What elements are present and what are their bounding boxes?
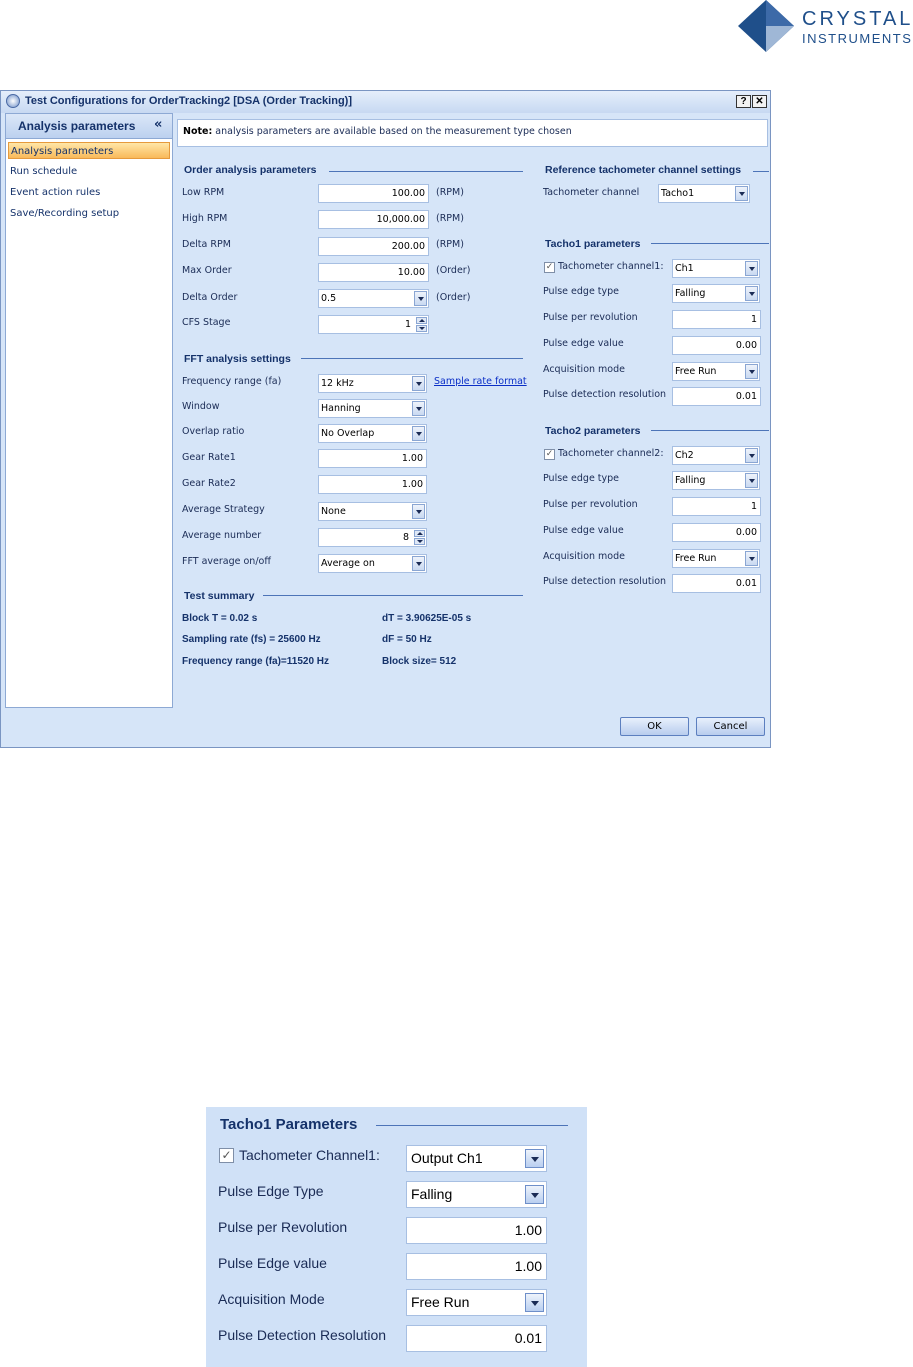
reference-tachometer-section-title: Reference tachometer channel settings [545, 164, 742, 176]
delta-rpm-unit: (RPM) [436, 239, 464, 250]
summary-df: dF = 50 Hz [382, 634, 432, 645]
cfs-stage-label: CFS Stage [182, 317, 231, 328]
section-divider [651, 430, 769, 431]
chevron-down-icon[interactable] [414, 291, 427, 306]
overlap-ratio-value: No Overlap [321, 428, 375, 439]
tacho1-resolution-input[interactable]: 0.01 [672, 387, 761, 406]
average-strategy-value: None [321, 506, 346, 517]
ok-button[interactable]: OK [620, 717, 689, 736]
chevron-down-icon[interactable] [745, 286, 758, 301]
help-button[interactable]: ? [736, 95, 751, 108]
low-rpm-unit: (RPM) [436, 187, 464, 198]
tacho1-resolution-label: Pulse detection resolution [543, 389, 667, 400]
test-summary-section-title: Test summary [184, 590, 255, 602]
delta-order-value: 0.5 [321, 293, 337, 304]
tachometer-channel-value: Tacho1 [661, 188, 695, 199]
zoom-ppr-input[interactable]: 1.00 [406, 1217, 547, 1244]
summary-block-t: Block T = 0.02 s [182, 613, 258, 624]
left-pane-header [6, 114, 172, 139]
zoom-acquisition-mode-select[interactable] [406, 1289, 547, 1316]
cfs-stage-stepper[interactable] [318, 315, 429, 334]
crystal-instruments-logo-icon [738, 0, 798, 56]
zoom-edge-value-label: Pulse Edge value [218, 1255, 327, 1271]
overlap-ratio-select[interactable] [318, 424, 427, 443]
zoom-edge-type-select[interactable] [406, 1181, 547, 1208]
chevron-down-icon[interactable] [745, 448, 758, 463]
tacho1-acquisition-mode-select[interactable] [672, 362, 760, 381]
zoom-edge-value-input[interactable]: 1.00 [406, 1253, 547, 1280]
fft-analysis-section-title: FFT analysis settings [184, 353, 291, 365]
chevron-down-icon[interactable] [745, 473, 758, 488]
tacho2-enable-checkbox[interactable]: ✓ [545, 449, 554, 459]
sample-rate-format-link[interactable]: Sample rate format [434, 376, 527, 387]
spinner-arrows-icon[interactable] [414, 530, 425, 545]
delta-order-select[interactable] [318, 289, 429, 308]
cancel-button[interactable]: Cancel [696, 717, 765, 736]
section-divider [753, 171, 769, 172]
tacho2-channel-label: Tachometer channel2: [558, 448, 664, 459]
zoom-acquisition-mode-value: Free Run [411, 1294, 470, 1310]
order-analysis-section-title: Order analysis parameters [184, 164, 317, 176]
tachometer-channel-label: Tachometer channel [543, 187, 640, 198]
tacho1-acquisition-mode-label: Acquisition mode [543, 364, 625, 375]
tacho1-edge-type-value: Falling [675, 288, 706, 299]
tacho2-edge-type-label: Pulse edge type [543, 473, 620, 484]
tacho1-channel-label: Tachometer channel1: [558, 261, 664, 272]
summary-block-size: Block size= 512 [382, 656, 457, 667]
fft-average-onoff-select[interactable] [318, 554, 427, 573]
gear-rate2-input[interactable]: 1.00 [318, 475, 427, 494]
summary-frequency-range: Frequency range (fa)=11520 Hz [182, 656, 330, 667]
close-button[interactable]: ✕ [752, 95, 767, 108]
max-order-unit: (Order) [436, 265, 471, 276]
fft-average-onoff-value: Average on [321, 558, 375, 569]
zoom-channel-value: Output Ch1 [411, 1150, 483, 1166]
window-label: Window [182, 401, 220, 412]
gear-rate1-label: Gear Rate1 [182, 452, 236, 463]
nav-item-save-recording-setup[interactable]: Save/Recording setup [10, 208, 120, 219]
delta-rpm-label: Delta RPM [182, 239, 231, 250]
tacho1-edge-value-input[interactable]: 0.00 [672, 336, 761, 355]
tacho2-resolution-label: Pulse detection resolution [543, 576, 667, 587]
chevron-down-icon[interactable] [412, 556, 425, 571]
test-configuration-dialog [0, 90, 771, 748]
chevron-down-icon[interactable] [412, 426, 425, 441]
zoom-edge-type-value: Falling [411, 1186, 453, 1202]
tacho1-section-title: Tacho1 parameters [545, 238, 641, 250]
low-rpm-label: Low RPM [182, 187, 225, 198]
nav-item-analysis-parameters[interactable]: Analysis parameters [8, 142, 170, 159]
average-number-value: 8 [402, 532, 409, 543]
tacho2-ppr-label: Pulse per revolution [543, 499, 638, 510]
average-strategy-select[interactable] [318, 502, 427, 521]
section-divider [651, 243, 769, 244]
dialog-title: Test Configurations for OrderTracking2 [DSA (Order Tracking)] [25, 95, 352, 107]
low-rpm-input[interactable]: 100.00 [318, 184, 429, 203]
note-label: Note: [183, 126, 213, 137]
section-divider [301, 358, 523, 359]
tacho2-edge-value-input[interactable]: 0.00 [672, 523, 761, 542]
tacho1-channel-value: Ch1 [675, 263, 694, 274]
chevron-down-icon[interactable] [412, 376, 425, 391]
tachometer-channel-select[interactable] [658, 184, 750, 203]
note-message: analysis parameters are available based on the measurement type chosen [212, 126, 572, 137]
high-rpm-label: High RPM [182, 213, 228, 224]
fft-average-onoff-label: FFT average on/off [182, 556, 271, 567]
summary-dt: dT = 3.90625E-05 s [382, 613, 472, 624]
collapse-pane-icon[interactable]: « [154, 117, 163, 132]
gear-rate1-input[interactable]: 1.00 [318, 449, 427, 468]
title-bar [1, 91, 770, 113]
frequency-range-label: Frequency range (fa) [182, 376, 282, 387]
tacho2-ppr-input[interactable]: 1 [672, 497, 761, 516]
tacho1-parameters-zoom-panel [206, 1107, 587, 1367]
max-order-label: Max Order [182, 265, 232, 276]
chevron-down-icon[interactable] [745, 551, 758, 566]
high-rpm-unit: (RPM) [436, 213, 464, 224]
frequency-range-value: 12 kHz [321, 378, 354, 389]
chevron-down-icon[interactable] [525, 1293, 544, 1312]
cfs-stage-value: 1 [404, 319, 411, 330]
average-number-label: Average number [182, 530, 262, 541]
left-pane-title: Analysis parameters [18, 119, 136, 133]
app-icon [6, 94, 20, 108]
chevron-down-icon[interactable] [412, 504, 425, 519]
summary-sampling-rate: Sampling rate (fs) = 25600 Hz [182, 634, 321, 645]
delta-rpm-input[interactable]: 200.00 [318, 237, 429, 256]
note-box [177, 119, 768, 147]
left-navigation-pane [5, 113, 173, 708]
average-number-stepper[interactable] [318, 528, 427, 547]
section-divider [263, 595, 523, 596]
zoom-channel-label: Tachometer Channel1: [239, 1147, 380, 1163]
delta-order-label: Delta Order [182, 292, 238, 303]
tacho1-acquisition-mode-value: Free Run [675, 366, 717, 377]
chevron-down-icon[interactable] [412, 401, 425, 416]
zoom-edge-type-label: Pulse Edge Type [218, 1183, 324, 1199]
tacho1-enable-checkbox[interactable]: ✓ [545, 262, 554, 272]
tacho1-edge-type-select[interactable] [672, 284, 760, 303]
chevron-down-icon[interactable] [525, 1185, 544, 1204]
average-strategy-label: Average Strategy [182, 504, 265, 515]
zoom-ppr-label: Pulse per Revolution [218, 1219, 348, 1235]
section-divider [329, 171, 523, 172]
window-select[interactable] [318, 399, 427, 418]
tacho2-channel-value: Ch2 [675, 450, 694, 461]
chevron-down-icon[interactable] [525, 1149, 544, 1168]
tacho2-acquisition-mode-label: Acquisition mode [543, 551, 625, 562]
overlap-ratio-label: Overlap ratio [182, 426, 245, 437]
tacho2-resolution-input[interactable]: 0.01 [672, 574, 761, 593]
high-rpm-input[interactable]: 10,000.00 [318, 210, 429, 229]
zoom-resolution-input[interactable]: 0.01 [406, 1325, 547, 1352]
zoom-tacho-enable-checkbox[interactable]: ✓ [219, 1148, 234, 1163]
tacho1-ppr-input[interactable]: 1 [672, 310, 761, 329]
section-divider [376, 1125, 568, 1126]
window-value: Hanning [321, 403, 361, 414]
tacho1-edge-value-label: Pulse edge value [543, 338, 624, 349]
tacho2-edge-value-label: Pulse edge value [543, 525, 624, 536]
nav-item-event-action-rules[interactable]: Event action rules [10, 187, 101, 198]
zoom-resolution-label: Pulse Detection Resolution [218, 1327, 387, 1343]
tacho2-acquisition-mode-value: Free Run [675, 553, 717, 564]
note-text [183, 126, 572, 137]
zoom-channel-select[interactable] [406, 1145, 547, 1172]
tacho1-edge-type-label: Pulse edge type [543, 286, 620, 297]
chevron-down-icon[interactable] [735, 186, 748, 201]
zoom-section-title: Tacho1 Parameters [220, 1116, 358, 1133]
logo-text-crystal: CRYSTAL [802, 8, 913, 30]
tacho2-section-title: Tacho2 parameters [545, 425, 641, 437]
tacho1-ppr-label: Pulse per revolution [543, 312, 638, 323]
chevron-down-icon[interactable] [745, 261, 758, 276]
zoom-acquisition-mode-label: Acquisition Mode [218, 1291, 325, 1307]
delta-order-unit: (Order) [436, 292, 471, 303]
chevron-down-icon[interactable] [745, 364, 758, 379]
gear-rate2-label: Gear Rate2 [182, 478, 236, 489]
tacho2-edge-type-value: Falling [675, 475, 706, 486]
max-order-input[interactable]: 10.00 [318, 263, 429, 282]
frequency-range-select[interactable] [318, 374, 427, 393]
tacho2-acquisition-mode-select[interactable] [672, 549, 760, 568]
tacho2-edge-type-select[interactable] [672, 471, 760, 490]
spinner-arrows-icon[interactable] [416, 317, 427, 332]
logo-text-instruments: INSTRUMENTS [802, 31, 913, 46]
tacho1-channel-select[interactable] [672, 259, 760, 278]
tacho2-channel-select[interactable] [672, 446, 760, 465]
nav-item-run-schedule[interactable]: Run schedule [10, 166, 78, 177]
